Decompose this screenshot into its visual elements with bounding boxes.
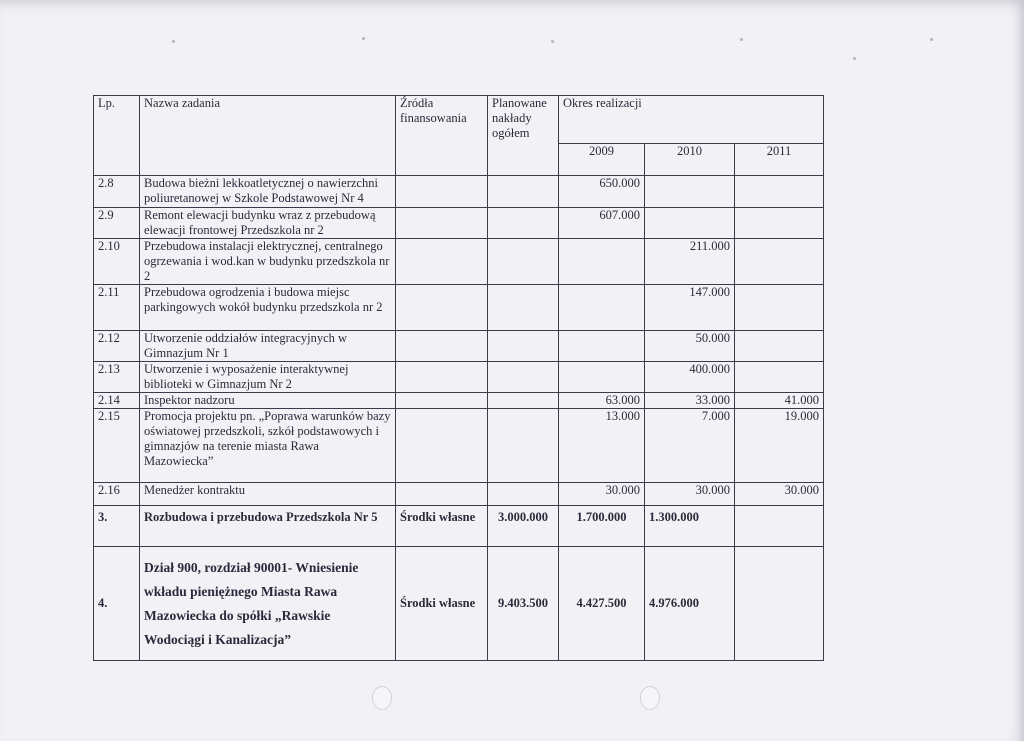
cell-planowane [488, 176, 559, 208]
cell-2010: 50.000 [645, 331, 735, 362]
table-row [94, 547, 824, 661]
table-row [94, 208, 824, 239]
cell-2010 [645, 176, 735, 208]
cell-zrodla [396, 285, 488, 331]
cell-2009 [559, 331, 645, 362]
cell-2011 [735, 176, 824, 208]
cell-2010: 4.976.000 [645, 547, 735, 661]
cell-2010: 7.000 [645, 409, 735, 483]
cell-zrodla [396, 239, 488, 285]
cell-2009: 30.000 [559, 483, 645, 506]
punch-hole-left [372, 686, 392, 710]
cell-nazwa: Promocja projektu pn. „Poprawa warunków bazy oświatowej przedszkoli, szkół podstawowych i gimnazjów na terenie miasta Rawa Mazowiecka” [140, 409, 396, 483]
cell-zrodla [396, 409, 488, 483]
cell-nazwa: Rozbudowa i przebudowa Przedszkola Nr 5 [140, 506, 396, 547]
investment-table [93, 95, 824, 661]
cell-zrodla [396, 176, 488, 208]
cell-2011 [735, 285, 824, 331]
punch-hole-right [640, 686, 660, 710]
header-nazwa: Nazwa zadania [140, 96, 396, 176]
header-year-2010: 2010 [645, 144, 735, 176]
scan-speck [853, 57, 856, 60]
cell-2011: 30.000 [735, 483, 824, 506]
header-year-2011: 2011 [735, 144, 824, 176]
cell-2009: 63.000 [559, 393, 645, 409]
cell-2009 [559, 239, 645, 285]
cell-2010: 211.000 [645, 239, 735, 285]
table-row [94, 285, 824, 331]
cell-zrodla [396, 208, 488, 239]
cell-zrodla [396, 393, 488, 409]
cell-2009: 607.000 [559, 208, 645, 239]
cell-2009: 13.000 [559, 409, 645, 483]
table-row [94, 362, 824, 393]
cell-lp: 2.8 [94, 176, 140, 208]
header-year-2009: 2009 [559, 144, 645, 176]
scan-speck [172, 40, 175, 43]
cell-2010: 30.000 [645, 483, 735, 506]
cell-planowane [488, 393, 559, 409]
table-row [94, 483, 824, 506]
cell-2011 [735, 506, 824, 547]
cell-planowane: 3.000.000 [488, 506, 559, 547]
cell-2011 [735, 547, 824, 661]
cell-lp: 3. [94, 506, 140, 547]
table-row [94, 331, 824, 362]
cell-nazwa: Menedżer kontraktu [140, 483, 396, 506]
header-row [94, 96, 824, 144]
cell-lp: 2.16 [94, 483, 140, 506]
cell-zrodla: Środki własne [396, 547, 488, 661]
cell-2011: 19.000 [735, 409, 824, 483]
cell-nazwa: Budowa bieżni lekkoatletycznej o nawierzchni poliuretanowej w Szkole Podstawowej Nr 4 [140, 176, 396, 208]
cell-planowane [488, 362, 559, 393]
cell-planowane [488, 285, 559, 331]
cell-2010: 1.300.000 [645, 506, 735, 547]
cell-nazwa: Remont elewacji budynku wraz z przebudową elewacji frontowej Przedszkola nr 2 [140, 208, 396, 239]
cell-nazwa: Przebudowa instalacji elektrycznej, centralnego ogrzewania i wod.kan w budynku przedszkola nr 2 [140, 239, 396, 285]
cell-2011 [735, 208, 824, 239]
cell-nazwa: Utworzenie oddziałów integracyjnych w Gimnazjum Nr 1 [140, 331, 396, 362]
scan-speck [740, 38, 743, 41]
cell-nazwa: Przebudowa ogrodzenia i budowa miejsc parkingowych wokół budynku przedszkola nr 2 [140, 285, 396, 331]
cell-lp: 4. [94, 547, 140, 661]
cell-planowane [488, 483, 559, 506]
cell-lp: 2.13 [94, 362, 140, 393]
cell-planowane [488, 331, 559, 362]
cell-2010: 147.000 [645, 285, 735, 331]
header-zrodla: Źródła finansowania [396, 96, 488, 176]
cell-zrodla [396, 483, 488, 506]
header-lp: Lp. [94, 96, 140, 176]
cell-2009 [559, 285, 645, 331]
cell-nazwa: Utworzenie i wyposażenie interaktywnej biblioteki w Gimnazjum Nr 2 [140, 362, 396, 393]
cell-lp: 2.9 [94, 208, 140, 239]
table-row [94, 393, 824, 409]
cell-2010: 33.000 [645, 393, 735, 409]
cell-lp: 2.15 [94, 409, 140, 483]
cell-2010 [645, 208, 735, 239]
header-planowane: Planowane nakłady ogółem [488, 96, 559, 176]
cell-2010: 400.000 [645, 362, 735, 393]
scan-speck [362, 37, 365, 40]
header-okres: Okres realizacji [559, 96, 824, 144]
scan-speck [551, 40, 554, 43]
cell-2011 [735, 239, 824, 285]
table-row [94, 506, 824, 547]
cell-2011: 41.000 [735, 393, 824, 409]
cell-planowane [488, 208, 559, 239]
cell-2011 [735, 331, 824, 362]
table-row [94, 409, 824, 483]
cell-planowane [488, 239, 559, 285]
cell-zrodla [396, 331, 488, 362]
cell-planowane: 9.403.500 [488, 547, 559, 661]
cell-lp: 2.14 [94, 393, 140, 409]
table-row [94, 176, 824, 208]
cell-2009: 1.700.000 [559, 506, 645, 547]
scan-speck [930, 38, 933, 41]
cell-2011 [735, 362, 824, 393]
cell-2009: 4.427.500 [559, 547, 645, 661]
cell-nazwa: Dział 900, rozdział 90001- Wniesienie wkładu pieniężnego Miasta Rawa Mazowiecka do spółki „Rawskie Wodociągi i Kanalizacja” [140, 547, 396, 661]
cell-2009: 650.000 [559, 176, 645, 208]
cell-lp: 2.10 [94, 239, 140, 285]
table-row [94, 239, 824, 285]
cell-nazwa: Inspektor nadzoru [140, 393, 396, 409]
cell-lp: 2.11 [94, 285, 140, 331]
cell-zrodla: Środki własne [396, 506, 488, 547]
cell-zrodla [396, 362, 488, 393]
cell-planowane [488, 409, 559, 483]
cell-lp: 2.12 [94, 331, 140, 362]
cell-2009 [559, 362, 645, 393]
